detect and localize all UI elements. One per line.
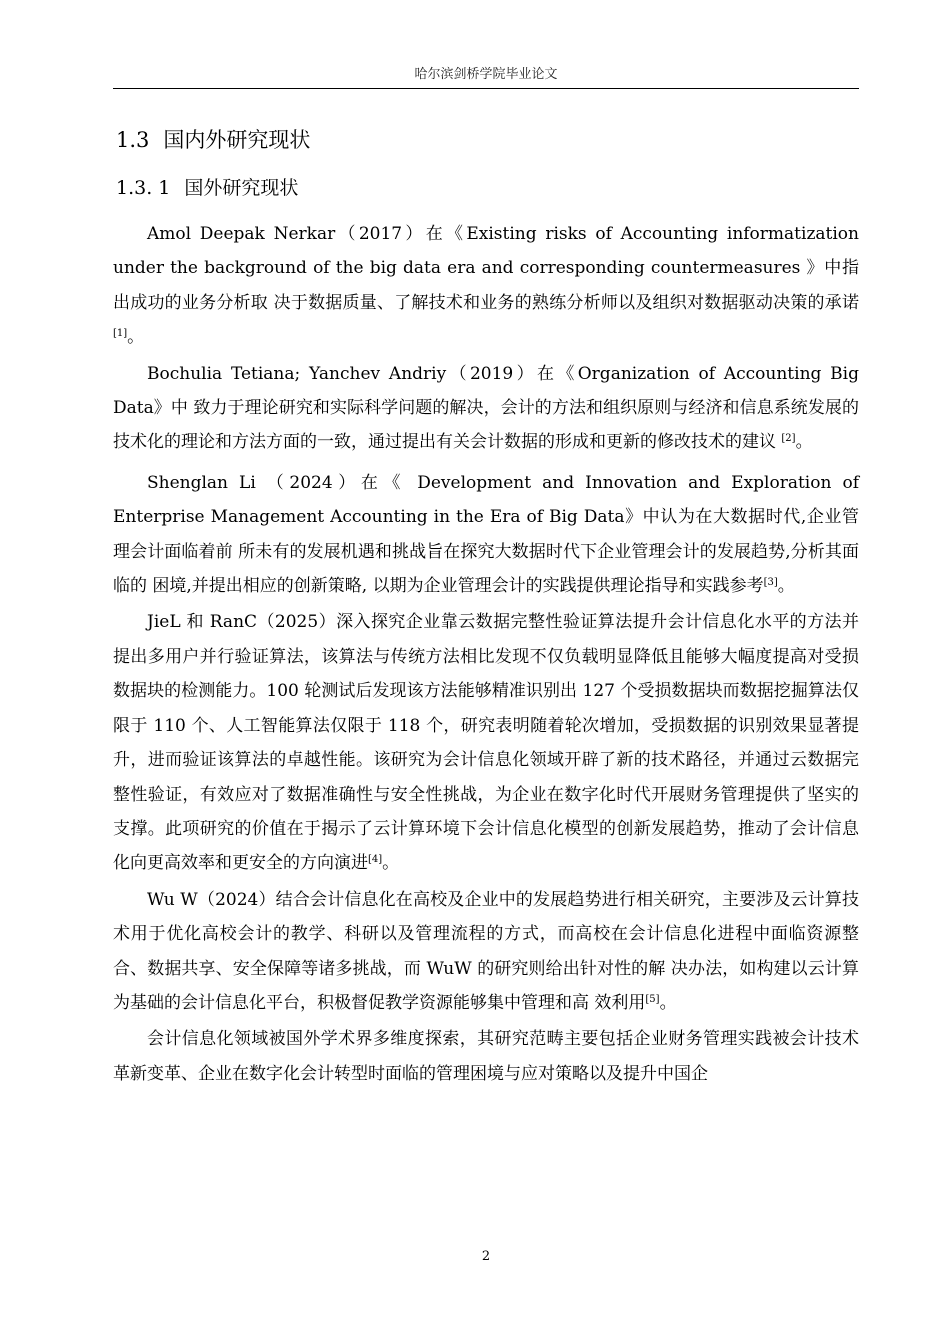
paragraph-text: 会计信息化领域被国外学术界多维度探索，其研究范畴主要包括企业财务管理实践被会计技术革新变革、企业在数字化会计转型时面临的管理困境与应对策略以及提升中国企: [113, 1029, 859, 1084]
subsection-heading: [116, 174, 298, 202]
paragraph-tail: 。: [795, 432, 813, 453]
citation-ref: [1]: [113, 328, 128, 340]
subsection-title: 国外研究现状: [184, 177, 299, 199]
paragraph-shenglan: [113, 466, 859, 604]
citation-ref: [4]: [368, 854, 383, 866]
paragraph-nerkar: [113, 217, 859, 355]
paragraph-text: JieL 和 RanC（2025）深入探究企业靠云数据完整性验证算法提升会计信息化水平的方法并提出多用户并行验证算法，该算法与传统方法相比发现不仅负载明显降低且能够大幅度提高对受损数据块的检测能力。100 轮测试后发现该方法能够精准识别出 127 个受损数据块而数据挖掘算法仅限于 110 个、人工智能算法仅限于 118 个，研究表明随着轮次增加，受损数据的识别效果显著提升，进而验证该算法的卓越性能。该研究为会计信息化领域开辟了新的技术路径，并通过云数据完整性验证，有效应对了数据准确性与安全性挑战，为企业在数字化时代开展财务管理提供了坚实的支撑。此项研究的价值在于揭示了云计算环境下会计信息化模型的创新发展趋势，推动了会计信息化向更高效率和更安全的方向演进: [113, 612, 859, 874]
paragraph-text: Shenglan Li （2024）在《 Development and Innovation and Exploration of Enterprise Management Accounting in the Era of Big Data》中认为在大数据时代,企业管理会计面临着前 所未有的发展机遇和挑战旨在探究大数据时代下企业管理会计的发展趋势,分析其面临的 困境,并提出相应的创新策略, 以期为企业管理会计的实践提供理论指导和实践参考: [113, 472, 859, 597]
body-text: [113, 217, 859, 1093]
paragraph-tail: 。: [777, 576, 795, 597]
page-header: 哈尔滨剑桥学院毕业论文: [414, 67, 558, 82]
paragraph-text: Bochulia Tetiana; Yanchev Andriy（2019）在《Organization of Accounting Big Data》中 致力于理论研究和实际科学问题的解决，会计的方法和组织原则与经济和信息系统发展的 技术化的理论和方法方面的一致，通过提出有关会计数据的形成和更新的修改技术的建议: [113, 363, 859, 453]
citation-ref: [3]: [763, 577, 778, 589]
page-number: 2: [481, 1249, 491, 1264]
section-heading: [116, 125, 310, 155]
paragraph-tail: 。: [382, 853, 400, 874]
paragraph-bochulia: [113, 357, 859, 460]
paragraph-text: Wu W（2024）结合会计信息化在高校及企业中的发展趋势进行相关研究，主要涉及云计算技术用于优化高校会计的教学、科研以及管理流程的方式，而高校在会计信息化进程中面临资源整合、数据共享、安全保障等诸多挑战，而 WuW 的研究则给出针对性的解 决办法，如构建以云计算为基础的会计信息化平台，积极督促教学资源能够集中管理和高 效利用: [113, 889, 859, 1013]
paragraph-text: Amol Deepak Nerkar（2017）在《Existing risks of Accounting informatization under the background of the big data era and corresponding countermeasures 》中指出成功的业务分析取 决于数据质量、了解技术和业务的熟练分析师以及组织对数据驱动决策的承诺: [113, 224, 859, 313]
paragraph-wuw: [113, 883, 859, 1021]
subsection-number: 1.3. 1: [116, 177, 171, 199]
paragraph-tail: 。: [659, 992, 677, 1013]
header-rule: [113, 88, 859, 89]
section-title: 国内外研究现状: [163, 128, 311, 152]
section-number: 1.3: [116, 128, 150, 152]
citation-ref: [2]: [781, 433, 796, 445]
paragraph-summary: [113, 1022, 859, 1091]
paragraph-jiel: [113, 605, 859, 880]
paragraph-tail: 。: [127, 327, 145, 348]
citation-ref: [5]: [645, 993, 660, 1005]
